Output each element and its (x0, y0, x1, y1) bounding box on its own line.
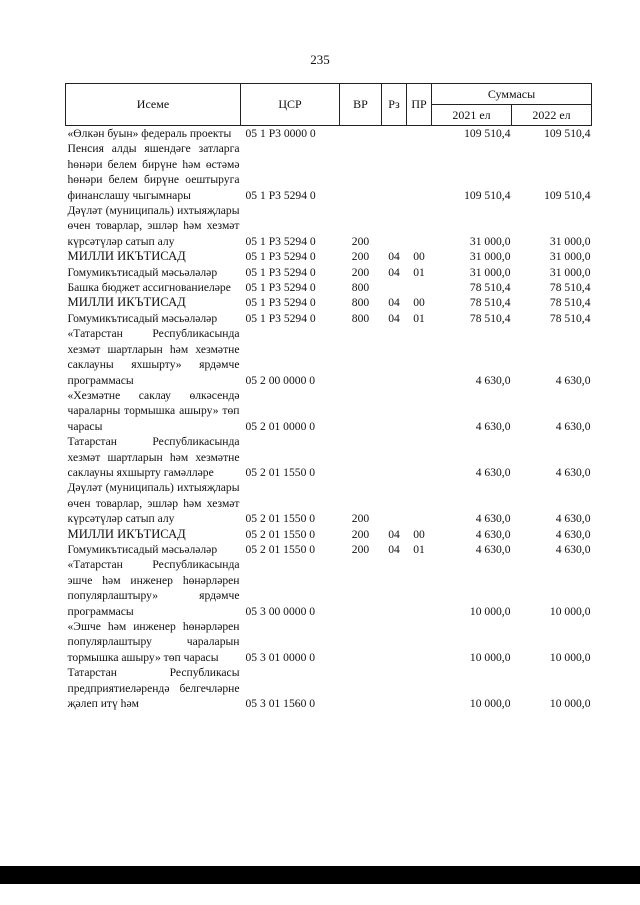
row-name-cell: Гомумикътисадый мәсьәләләр (67, 542, 218, 556)
header-vr: ВР (340, 84, 382, 126)
row-rz-cell (382, 619, 407, 665)
row-vr-cell (340, 665, 382, 711)
row-csr-cell: 05 2 01 1550 0 (245, 527, 316, 541)
table-row (66, 280, 592, 295)
row-rz-cell: 04 (388, 296, 400, 310)
row-rz-cell (382, 665, 407, 711)
row-2022-amount-cell: 4 630,0 (555, 512, 591, 526)
row-csr-cell: 05 1 Р3 5294 0 (245, 234, 316, 248)
table-row (66, 665, 592, 711)
row-pr-cell (407, 434, 432, 480)
row-csr-cell: 05 3 01 0000 0 (245, 650, 316, 664)
row-name-cell: «Өлкән буын» федераль проекты (67, 127, 232, 140)
header-year-2021: 2021 ел (432, 105, 512, 126)
row-name-cell: Башка бюджет ассигнованиеләре (67, 281, 231, 295)
table-row (66, 388, 592, 434)
row-name-cell: «Эшче һәм инженер һөнәрләрен популярлаштыру чараларын тормышка ашыру» төп чарасы (67, 620, 240, 664)
row-rz-cell (382, 480, 407, 526)
row-rz-cell: 04 (388, 250, 400, 264)
table-row (66, 311, 592, 326)
row-name-cell: «Татарстан Республикасында эшче һәм инженер һөнәрләрен популярлаштыру» ярдәмче программасы (67, 558, 240, 618)
row-2021-amount-cell: 31 000,0 (469, 234, 511, 248)
header-rz: Рз (382, 84, 407, 126)
row-pr-cell: 01 (413, 265, 425, 279)
row-pr-cell (407, 665, 432, 711)
header-name: Исеме (66, 84, 241, 126)
row-2021-amount-cell: 78 510,4 (469, 311, 511, 325)
table-row (66, 480, 592, 526)
row-2022-amount-cell: 109 510,4 (544, 127, 591, 140)
row-name-cell: Пенсия алды яшендәге затларга һөнәри белем бирүне һәм өстәмә һөнәри белем бирүне оештыруга финанслашу чыгымнары (67, 142, 240, 202)
row-2021-amount-cell: 31 000,0 (469, 265, 511, 279)
row-name-cell: «Хезмәтне саклау өлкәсендә чараларны тормышка ашыру» төп чарасы (67, 388, 240, 433)
row-pr-cell (407, 619, 432, 665)
row-2021-amount-cell: 4 630,0 (475, 419, 511, 433)
row-name-cell: Татарстан Республикасында хезмәт шартларын һәм хезмәтне саклауны яхшырту гамәлләре (67, 435, 240, 479)
row-vr-cell (340, 619, 382, 665)
table-row (66, 295, 592, 310)
table-row (66, 249, 592, 264)
row-rz-cell: 04 (388, 527, 400, 541)
row-2022-amount-cell: 78 510,4 (549, 311, 591, 325)
row-2022-amount-cell: 10 000,0 (549, 650, 591, 664)
row-vr-cell: 800 (351, 311, 370, 325)
row-csr-cell: 05 1 Р3 5294 0 (245, 250, 316, 264)
row-2022-amount-cell: 78 510,4 (549, 296, 591, 310)
row-vr-cell: 200 (351, 527, 370, 541)
row-2021-amount-cell: 78 510,4 (469, 281, 511, 295)
row-2021-amount-cell: 10 000,0 (469, 604, 511, 618)
row-pr-cell (407, 203, 432, 249)
row-2022-amount-cell: 109 510,4 (544, 188, 591, 202)
row-pr-cell: 00 (413, 296, 425, 310)
row-vr-cell (340, 434, 382, 480)
table-row (66, 326, 592, 388)
row-name-cell: Гомумикътисадый мәсьәләләр (67, 311, 218, 325)
row-2022-amount-cell: 10 000,0 (549, 604, 591, 618)
row-2021-amount-cell: 4 630,0 (475, 542, 511, 556)
row-csr-cell: 05 3 00 0000 0 (245, 604, 316, 618)
row-csr-cell: 05 2 00 0000 0 (245, 373, 316, 387)
row-csr-cell: 05 2 01 0000 0 (245, 419, 316, 433)
row-name-cell: МИЛЛИ ИКЪТИСАД (67, 295, 186, 310)
row-2022-amount-cell: 31 000,0 (549, 234, 591, 248)
row-2022-amount-cell: 4 630,0 (555, 419, 591, 433)
row-rz-cell (382, 557, 407, 619)
row-pr-cell (407, 388, 432, 434)
row-2022-amount-cell: 4 630,0 (555, 465, 591, 479)
row-vr-cell (340, 557, 382, 619)
row-csr-cell: 05 3 01 1560 0 (245, 697, 316, 711)
row-vr-cell: 200 (351, 512, 370, 526)
row-2021-amount-cell: 4 630,0 (475, 465, 511, 479)
row-pr-cell: 01 (413, 542, 425, 556)
table-body (66, 126, 592, 712)
row-vr-cell: 800 (351, 296, 370, 310)
row-pr-cell: 00 (413, 527, 425, 541)
header-sums: Суммасы (432, 84, 592, 105)
row-2022-amount-cell: 10 000,0 (549, 697, 591, 711)
row-name-cell: Дәүләт (муниципаль) ихтыяҗлары өчен товарлар, эшләр һәм хезмәт күрсәтүләр сатып алу (67, 481, 240, 526)
row-2022-amount-cell: 78 510,4 (549, 281, 591, 295)
row-pr-cell: 00 (413, 250, 425, 264)
row-vr-cell: 200 (351, 265, 370, 279)
row-csr-cell: 05 1 Р3 5294 0 (245, 188, 316, 202)
row-2021-amount-cell: 10 000,0 (469, 697, 511, 711)
row-name-cell: МИЛЛИ ИКЪТИСАД (67, 526, 186, 541)
row-2021-amount-cell: 4 630,0 (475, 527, 511, 541)
row-2021-amount-cell: 109 510,4 (464, 127, 511, 140)
row-pr-cell (407, 280, 432, 295)
row-csr-cell: 05 1 Р3 5294 0 (245, 265, 316, 279)
row-rz-cell (382, 280, 407, 295)
header-csr: ЦСР (241, 84, 340, 126)
row-rz-cell (382, 203, 407, 249)
row-name-cell: Татарстан Республикасы предприятиеләрендә белгечләрне җәлеп итү һәм (67, 666, 240, 711)
row-rz-cell (382, 434, 407, 480)
table-row (66, 126, 592, 142)
row-rz-cell (382, 126, 407, 142)
row-csr-cell: 05 1 Р3 5294 0 (245, 281, 316, 295)
table-row (66, 434, 592, 480)
table-row (66, 141, 592, 203)
row-2021-amount-cell: 10 000,0 (469, 650, 511, 664)
row-name-cell: «Татарстан Республикасында хезмәт шартларын һәм хезмәтне саклауны яхшырту» ярдәмче программасы (67, 327, 240, 387)
row-2022-amount-cell: 4 630,0 (555, 542, 591, 556)
row-pr-cell (407, 557, 432, 619)
row-csr-cell: 05 1 Р3 5294 0 (245, 296, 316, 310)
row-vr-cell: 800 (351, 281, 370, 295)
header-pr: ПР (407, 84, 432, 126)
row-2021-amount-cell: 109 510,4 (464, 188, 511, 202)
row-name-cell: Дәүләт (муниципаль) ихтыяҗлары өчен товарлар, эшләр һәм хезмәт күрсәтүләр сатып алу (67, 204, 240, 248)
row-vr-cell (340, 141, 382, 203)
row-vr-cell: 200 (351, 234, 370, 248)
table-header (66, 84, 592, 126)
row-pr-cell (407, 126, 432, 142)
row-name-cell: МИЛЛИ ИКЪТИСАД (67, 249, 186, 264)
row-rz-cell: 04 (388, 542, 400, 556)
row-rz-cell (382, 326, 407, 388)
row-csr-cell: 05 2 01 1550 0 (245, 542, 316, 556)
row-pr-cell: 01 (413, 311, 425, 325)
page-number: 235 (310, 52, 330, 67)
table-row (66, 619, 592, 665)
row-vr-cell (340, 326, 382, 388)
row-vr-cell: 200 (351, 250, 370, 264)
table-row (66, 203, 592, 249)
table-row (66, 265, 592, 280)
row-2021-amount-cell: 78 510,4 (469, 296, 511, 310)
row-2021-amount-cell: 31 000,0 (469, 250, 511, 264)
row-vr-cell: 200 (351, 542, 370, 556)
row-2021-amount-cell: 4 630,0 (475, 512, 511, 526)
row-vr-cell (340, 388, 382, 434)
scan-bottom-bar (0, 866, 640, 884)
table-row (66, 557, 592, 619)
row-rz-cell: 04 (388, 265, 400, 279)
row-csr-cell: 05 2 01 1550 0 (245, 512, 316, 526)
row-2022-amount-cell: 4 630,0 (555, 527, 591, 541)
header-year-2022: 2022 ел (512, 105, 592, 126)
row-2022-amount-cell: 4 630,0 (555, 373, 591, 387)
row-2022-amount-cell: 31 000,0 (549, 265, 591, 279)
row-pr-cell (407, 326, 432, 388)
row-vr-cell (340, 126, 382, 142)
row-name-cell: Гомумикътисадый мәсьәләләр (67, 265, 218, 279)
row-2022-amount-cell: 31 000,0 (549, 250, 591, 264)
budget-table (65, 83, 592, 711)
row-csr-cell: 05 1 Р3 5294 0 (245, 311, 316, 325)
row-rz-cell: 04 (388, 311, 400, 325)
row-2021-amount-cell: 4 630,0 (475, 373, 511, 387)
row-csr-cell: 05 2 01 1550 0 (245, 465, 316, 479)
table-row (66, 527, 592, 542)
table-row (66, 542, 592, 557)
row-pr-cell (407, 141, 432, 203)
row-rz-cell (382, 141, 407, 203)
row-rz-cell (382, 388, 407, 434)
row-pr-cell (407, 480, 432, 526)
row-csr-cell: 05 1 Р3 0000 0 (245, 127, 316, 140)
